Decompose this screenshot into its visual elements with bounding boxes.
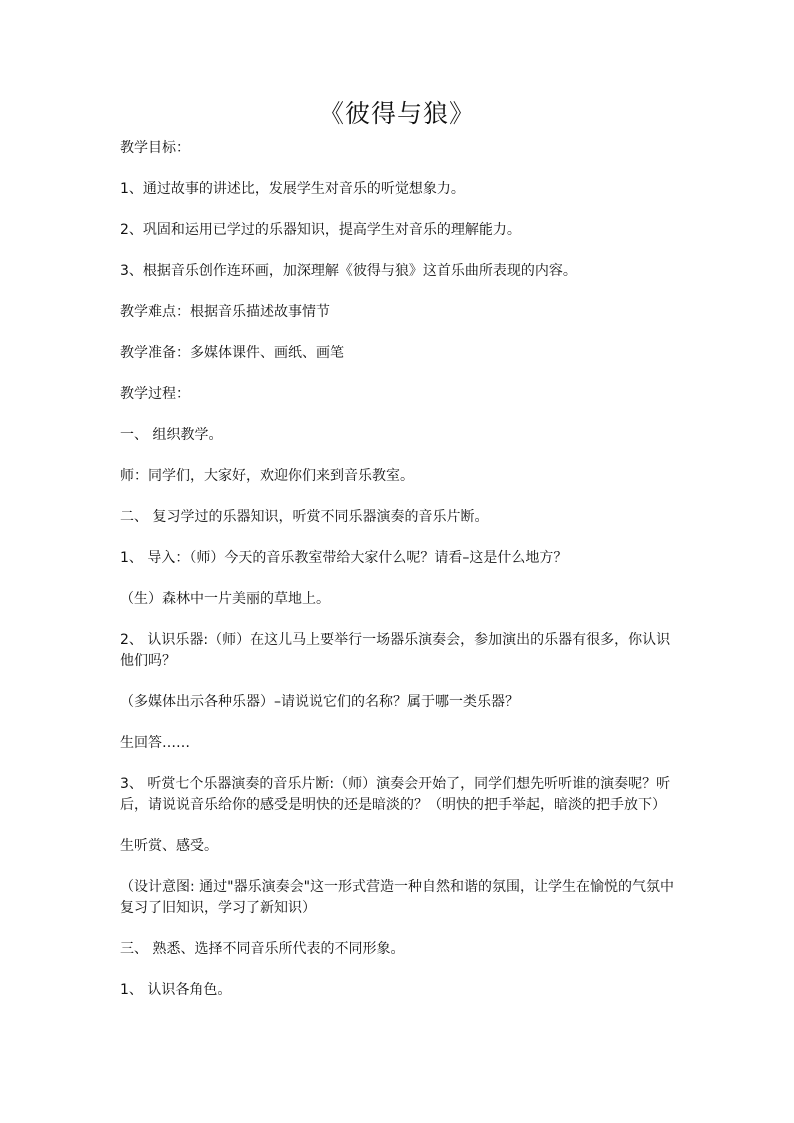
paragraph-objective-3: 3、根据音乐创作连环画，加深理解《彼得与狼》这首乐曲所表现的内容。 xyxy=(120,263,577,279)
paragraph-preparation: 教学准备：多媒体课件、画纸、画笔 xyxy=(120,345,344,361)
paragraph-student-listen: 生听赏、感受。 xyxy=(120,838,218,854)
paragraph-multimedia-instruments: （多媒体出示各种乐器）–请说说它们的名称？属于哪一类乐器？ xyxy=(120,694,519,710)
paragraph-step-3-1: 1、 认识各角色。 xyxy=(120,982,232,998)
page-title: 《彼得与狼》 xyxy=(318,99,475,128)
paragraph-step-3: 3、 听赏七个乐器演奏的音乐片断:（师）演奏会开始了，同学们想先听听谁的演奏呢？听后，请说说音乐给你的感受是明快的还是暗淡的？（明快的把手举起，暗淡的把手放下） xyxy=(120,776,671,813)
paragraph-student-answer-2: 生回答…… xyxy=(120,735,190,751)
paragraph-student-answer-1: （生）森林中一片美丽的草地上。 xyxy=(120,591,330,607)
paragraph-process-heading: 教学过程： xyxy=(120,386,190,402)
paragraph-objective-1: 1、通过故事的讲述比，发展学生对音乐的听觉想象力。 xyxy=(120,181,465,197)
document-body xyxy=(120,138,676,1001)
paragraph-section-1: 一、 组织教学。 xyxy=(120,427,223,443)
paragraph-step-1: 1、 导入：（师）今天的音乐教室带给大家什么呢？请看–这是什么地方？ xyxy=(120,550,568,566)
paragraph-objective-2: 2、巩固和运用已学过的乐器知识，提高学生对音乐的理解能力。 xyxy=(120,222,521,238)
paragraph-objectives-heading: 教学目标： xyxy=(120,140,190,156)
paragraph-design-intent: （设计意图: 通过"器乐演奏会"这一形式营造一种自然和谐的氛围，让学生在愉悦的气氛中复习了旧知识，学习了新知识） xyxy=(120,879,675,916)
paragraph-section-2: 二、 复习学过的乐器知识，听赏不同乐器演奏的音乐片断。 xyxy=(120,509,489,525)
paragraph-teacher-greeting: 师：同学们，大家好，欢迎你们来到音乐教室。 xyxy=(120,468,414,484)
paragraph-step-2: 2、 认识乐器:（师）在这儿马上要举行一场器乐演奏会，参加演出的乐器有很多，你认识他们吗？ xyxy=(120,632,671,669)
paragraph-difficulty: 教学难点：根据音乐描述故事情节 xyxy=(120,304,330,320)
paragraph-section-3: 三、 熟悉、选择不同音乐所代表的不同形象。 xyxy=(120,941,405,957)
